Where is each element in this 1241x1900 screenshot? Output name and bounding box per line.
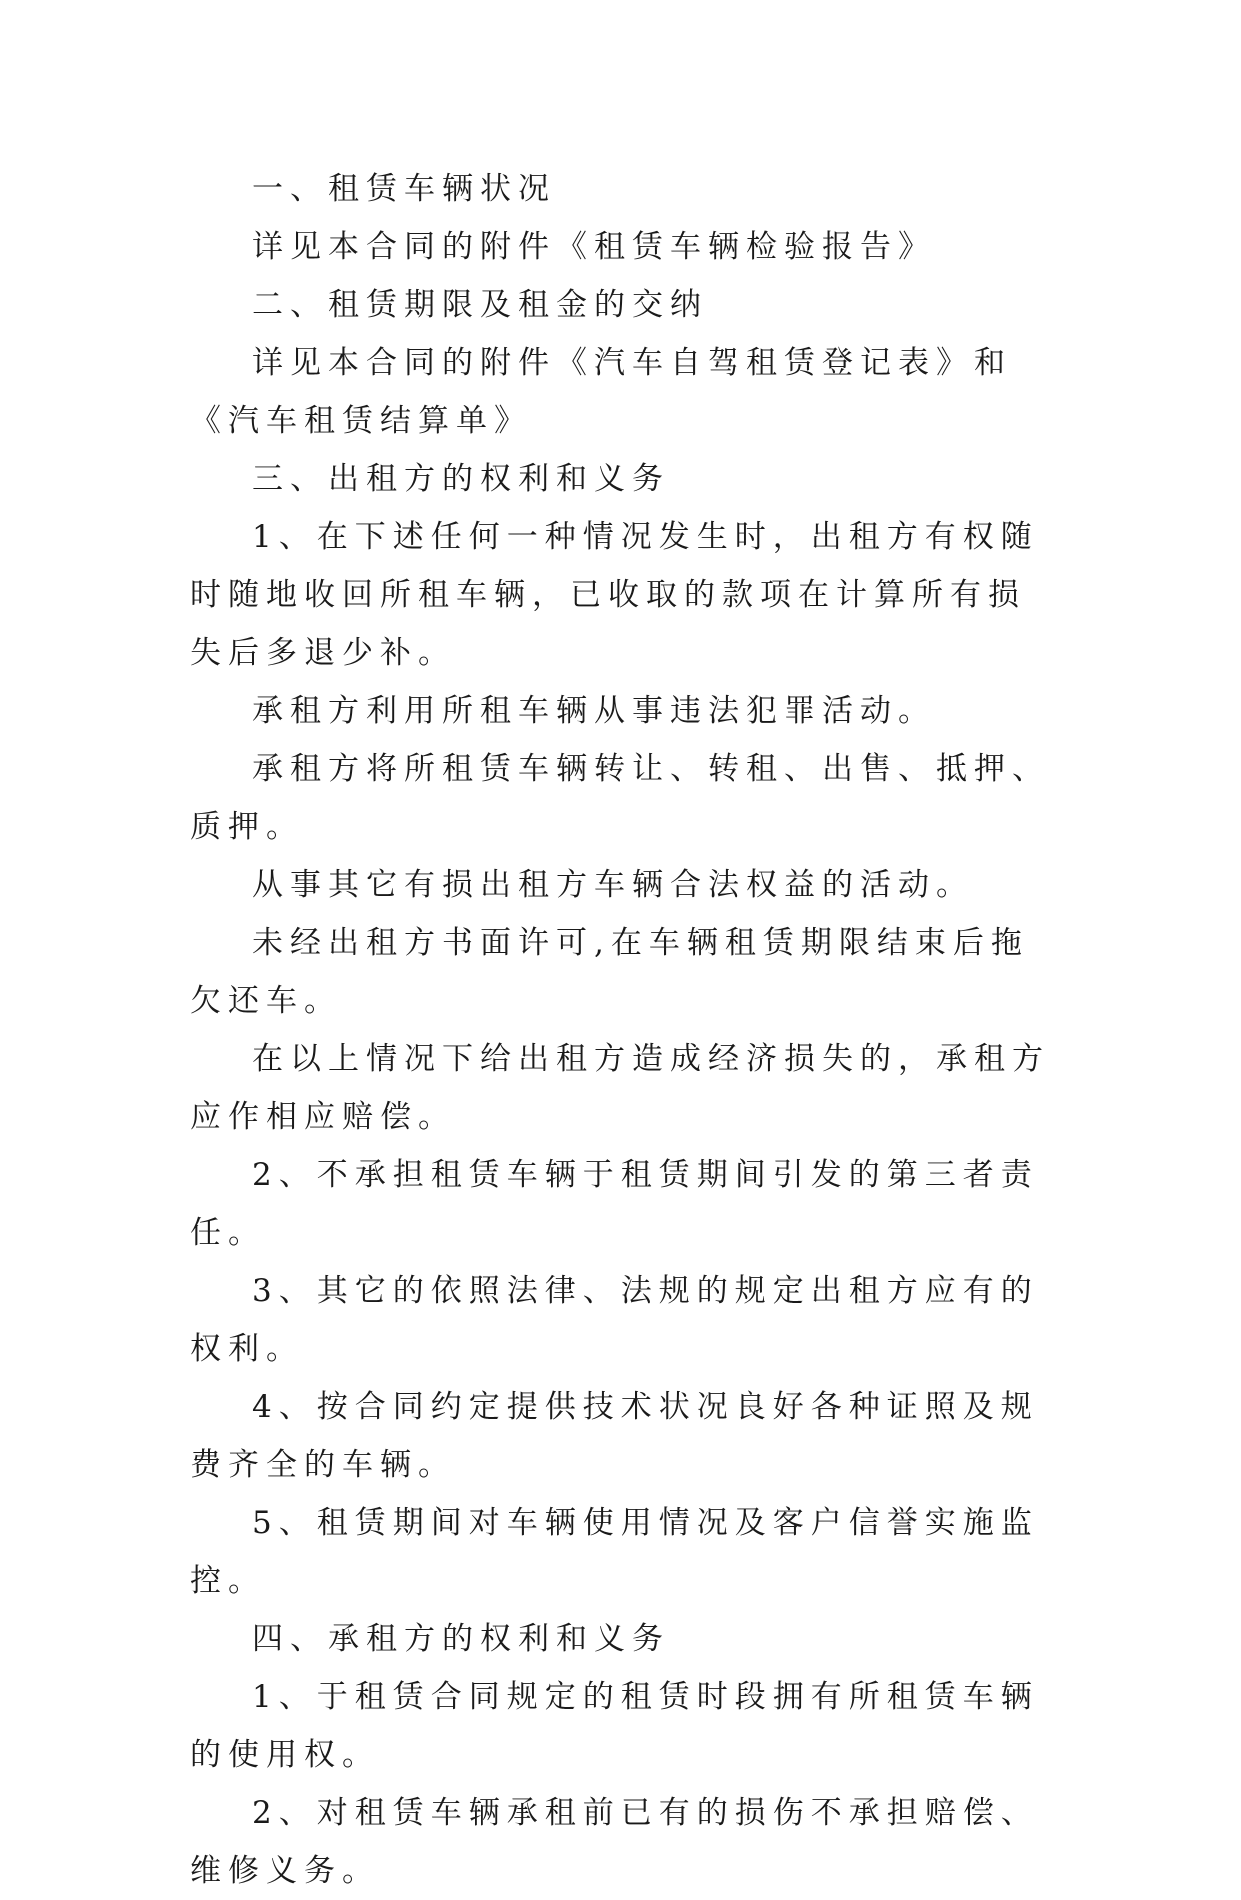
clause-item: 5、租赁期间对车辆使用情况及客户信誉实施监控。 bbox=[190, 1505, 1039, 1599]
section-heading-lessor-rights: 三、出租方的权利和义务 bbox=[252, 461, 670, 497]
clause-item: 2、不承担租赁车辆于租赁期间引发的第三者责任。 bbox=[190, 1157, 1039, 1251]
clause-item: 1、在下述任何一种情况发生时，出租方有权随时随地收回所租车辆，已收取的款项在计算所有损失后多退少补。 bbox=[190, 519, 1039, 671]
paragraph: 承租方利用所租车辆从事违法犯罪活动。 bbox=[252, 693, 936, 729]
clause-item: 3、其它的依照法律、法规的规定出租方应有的权利。 bbox=[190, 1273, 1039, 1367]
paragraph: 详见本合同的附件《租赁车辆检验报告》 bbox=[252, 229, 936, 265]
section-heading-lease-term: 二、租赁期限及租金的交纳 bbox=[252, 287, 708, 323]
paragraph: 详见本合同的附件《汽车自驾租赁登记表》和《汽车租赁结算单》 bbox=[190, 345, 1012, 439]
document-body bbox=[190, 160, 1060, 1900]
section-heading-lessee-rights: 四、承租方的权利和义务 bbox=[252, 1621, 670, 1657]
paragraph: 未经出租方书面许可,在车辆租赁期限结束后拖欠还车。 bbox=[190, 925, 1029, 1019]
paragraph: 从事其它有损出租方车辆合法权益的活动。 bbox=[252, 867, 974, 903]
clause-item: 2、对租赁车辆承租前已有的损伤不承担赔偿、维修义务。 bbox=[190, 1795, 1039, 1889]
clause-item: 4、按合同约定提供技术状况良好各种证照及规费齐全的车辆。 bbox=[190, 1389, 1039, 1483]
clause-item: 1、于租赁合同规定的租赁时段拥有所租赁车辆的使用权。 bbox=[190, 1679, 1039, 1773]
section-heading-vehicle-condition: 一、租赁车辆状况 bbox=[252, 171, 556, 207]
paragraph: 在以上情况下给出租方造成经济损失的，承租方应作相应赔偿。 bbox=[190, 1041, 1050, 1135]
paragraph: 承租方将所租赁车辆转让、转租、出售、抵押、质押。 bbox=[190, 751, 1050, 845]
